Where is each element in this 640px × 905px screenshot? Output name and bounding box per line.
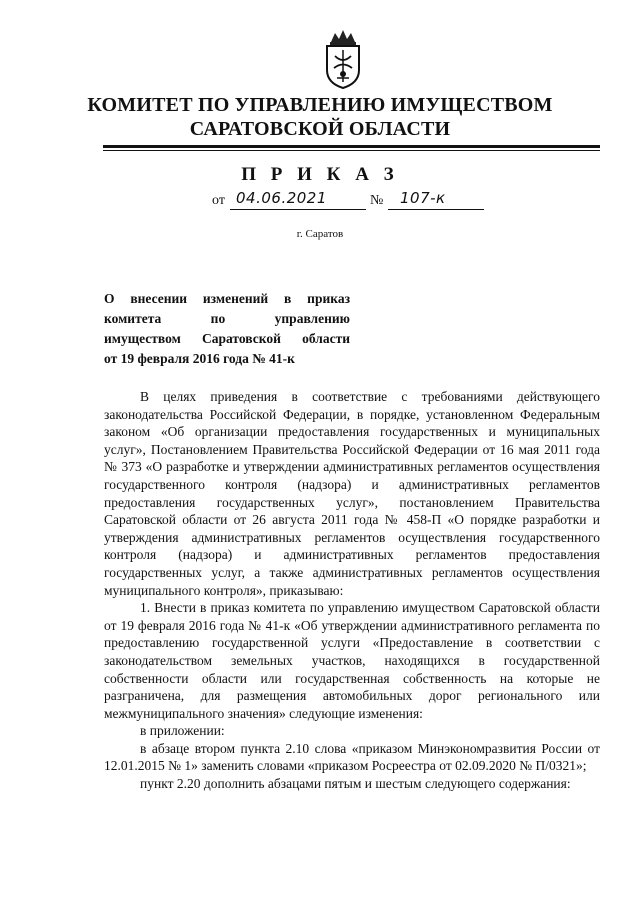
body-paragraph: пункт 2.20 дополнить абзацами пятым и шестым следующего содержания: bbox=[140, 776, 571, 792]
org-title-line-1: КОМИТЕТ ПО УПРАВЛЕНИЮ ИМУЩЕСТВОМ bbox=[87, 94, 553, 116]
body-paragraph: В целях приведения в соответствие с требованиями действующего законодательства Российской Федерации, в порядке, установленном Федеральным законом «Об организации предоставления государственных и муниципальных услуг», Постановлением Правительства Российской Федерации от 16 мая 2011 года № 373 «О разработке и утверждении административных регламентов осуществления государственного контроля (надзора) и административных регламентов предоставления государственных услуг», постановлением Правительства Саратовской области от 26 августа 2011 года № 458-П «О порядке разработки и утверждения административных регламентов осуществления государственного контроля (надзора) и административных регламентов предоставления государственных услуг, а также административных регламентов осуществления муниципального контроля», приказываю: bbox=[104, 389, 600, 598]
coat-of-arms-icon bbox=[323, 28, 363, 90]
org-title-line-2: САРАТОВСКОЙ ОБЛАСТИ bbox=[189, 118, 451, 140]
document-type-title: П Р И К А З bbox=[241, 164, 399, 185]
order-subject bbox=[104, 289, 350, 369]
subject-line: от 19 февраля 2016 года № 41-к bbox=[104, 351, 295, 366]
order-date: 04.06.2021 bbox=[236, 189, 327, 207]
subject-line: комитета по управлению bbox=[104, 311, 350, 326]
header-divider-thin bbox=[103, 150, 600, 151]
header-divider-thick bbox=[103, 145, 600, 148]
body-paragraph: в приложении: bbox=[140, 723, 225, 739]
number-label: № bbox=[370, 193, 384, 208]
subject-line: имуществом Саратовской области bbox=[104, 331, 350, 346]
city: г. Саратов bbox=[296, 228, 344, 240]
body-paragraph: 1. Внести в приказ комитета по управлению имуществом Саратовской области от 19 февраля 2016 года № 41-к «Об утверждении административного регламента по предоставлению государственной услуги «Предоставление в соответствии с законодательством земельных участков, находящихся в государственной собственности области или государственная собственность на которые не разграничена, для размещения автомобильных дорог регионального или межмуниципального значения» следующие изменения: bbox=[104, 600, 600, 721]
order-body bbox=[104, 388, 600, 793]
number-underline bbox=[388, 209, 484, 210]
subject-line: О внесении изменений в приказ bbox=[104, 291, 350, 306]
date-label: от bbox=[212, 193, 225, 208]
body-paragraph: в абзаце втором пункта 2.10 слова «приказом Минэкономразвития России от 12.01.2015 № 1» заменить словами «приказом Росреестра от 02.09.2020 № П/0321»; bbox=[104, 740, 600, 774]
order-number: 107-к bbox=[400, 189, 446, 207]
date-underline bbox=[230, 209, 366, 210]
